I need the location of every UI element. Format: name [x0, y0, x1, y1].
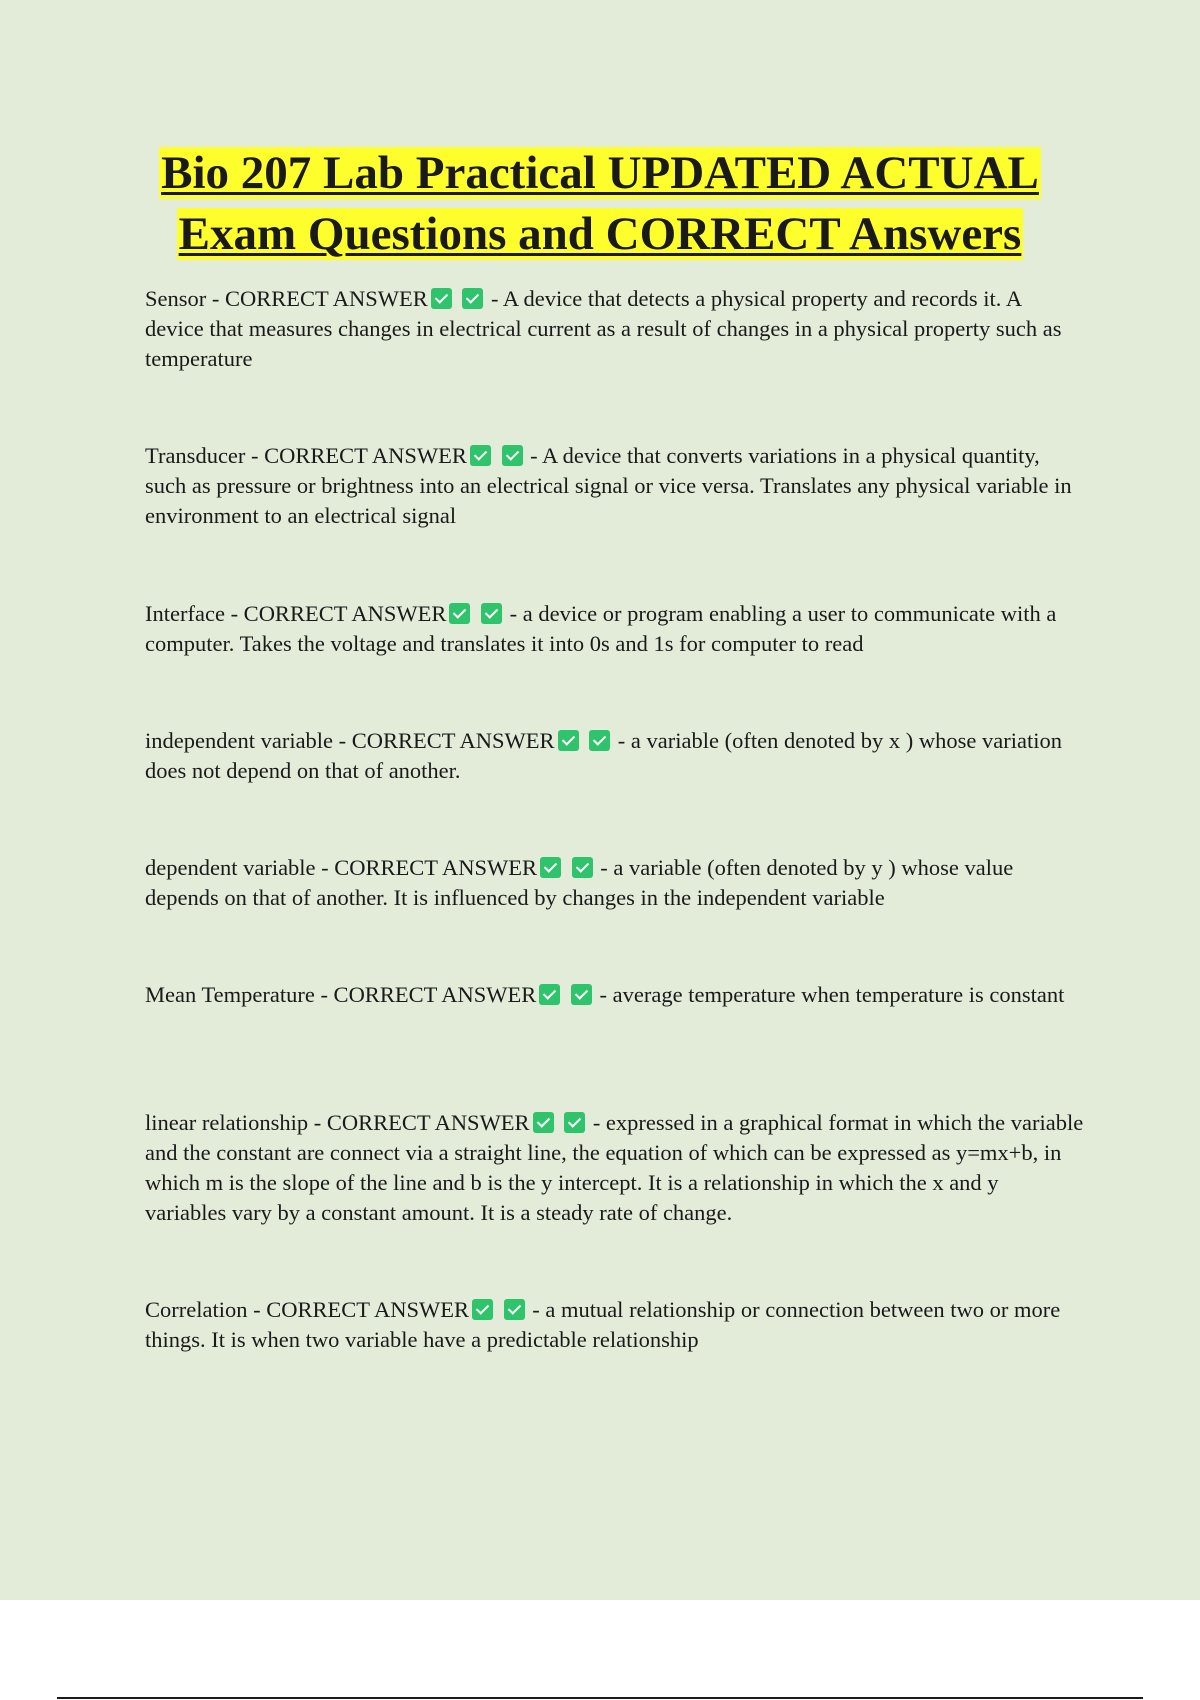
check-mark-icon [462, 288, 483, 309]
check-mark-icon [502, 445, 523, 466]
definition: - a device or program enabling a user to communicate with a computer. Takes the voltage and translates it into 0s and 1s for computer to read [145, 601, 1057, 656]
definition: - average temperature when temperature is constant [599, 982, 1065, 1007]
definition: - A device that converts variations in a physical quantity, such as pressure or brightness into an electrical signal or vice versa. Translates any physical variable in environment to an electrical signal [145, 443, 1072, 528]
qa-entry-mean-temperature [145, 980, 1085, 1010]
answer-label: - CORRECT ANSWER [315, 855, 538, 880]
term: Correlation [145, 1297, 248, 1322]
qa-entry-independent-variable [145, 726, 1085, 786]
answer-label: - CORRECT ANSWER [247, 1297, 469, 1322]
definition: - A device that detects a physical property and records it. A device that measures changes in electrical current as a result of changes in a physical property such as temperature [145, 286, 1062, 371]
check-mark-icon [571, 984, 592, 1005]
check-mark-icon [504, 1299, 525, 1320]
check-mark-icon [572, 857, 593, 878]
answer-label: - CORRECT ANSWER [206, 286, 428, 311]
answer-label: - CORRECT ANSWER [308, 1110, 530, 1135]
qa-entry-sensor [145, 284, 1085, 374]
check-mark-icon [481, 603, 502, 624]
document-title [100, 143, 1100, 265]
term: Sensor [145, 286, 207, 311]
check-mark-icon [472, 1299, 493, 1320]
qa-entry-correlation [145, 1295, 1085, 1355]
term: linear relationship [145, 1110, 309, 1135]
definition: - a mutual relationship or connection between two or more things. It is when two variable have a predictable relationship [145, 1297, 1061, 1352]
check-mark-icon [533, 1112, 554, 1133]
answer-label: - CORRECT ANSWER [224, 601, 447, 626]
definition: - a variable (often denoted by y ) whose value depends on that of another. It is influenced by changes in the independent variable [145, 855, 1014, 910]
check-mark-icon [539, 984, 560, 1005]
check-mark-icon [558, 730, 579, 751]
check-mark-icon [449, 603, 470, 624]
check-mark-icon [564, 1112, 585, 1133]
check-mark-icon [540, 857, 561, 878]
definition: - expressed in a graphical format in which the variable and the constant are connect via a straight line, the equation of which can be expressed as y=mx+b, in which m is the slope of the line and b is the y intercept. It is a relationship in which the x and y variables vary by a constant amount. It is a steady rate of change. [145, 1110, 1084, 1225]
term: independent variable [145, 728, 334, 753]
check-mark-icon [431, 288, 452, 309]
definition: - a variable (often denoted by x ) whose variation does not depend on that of another. [145, 728, 1062, 783]
answer-label: - CORRECT ANSWER [333, 728, 555, 753]
qa-entry-dependent-variable [145, 853, 1085, 913]
term: Transducer [145, 443, 246, 468]
qa-entry-linear-relationship [145, 1108, 1085, 1228]
footer-divider [57, 1697, 1143, 1699]
title-line-1: Bio 207 Lab Practical UPDATED ACTUAL [161, 147, 1039, 199]
qa-entry-interface [145, 599, 1085, 659]
term: dependent variable [145, 855, 316, 880]
answer-label: - CORRECT ANSWER [245, 443, 467, 468]
check-mark-icon [589, 730, 610, 751]
term: Mean Temperature [145, 982, 315, 1007]
term: Interface [145, 601, 225, 626]
check-mark-icon [470, 445, 491, 466]
qa-entry-transducer [145, 441, 1085, 531]
title-line-2: Exam Questions and CORRECT Answers [178, 208, 1022, 260]
answer-label: - CORRECT ANSWER [314, 982, 537, 1007]
